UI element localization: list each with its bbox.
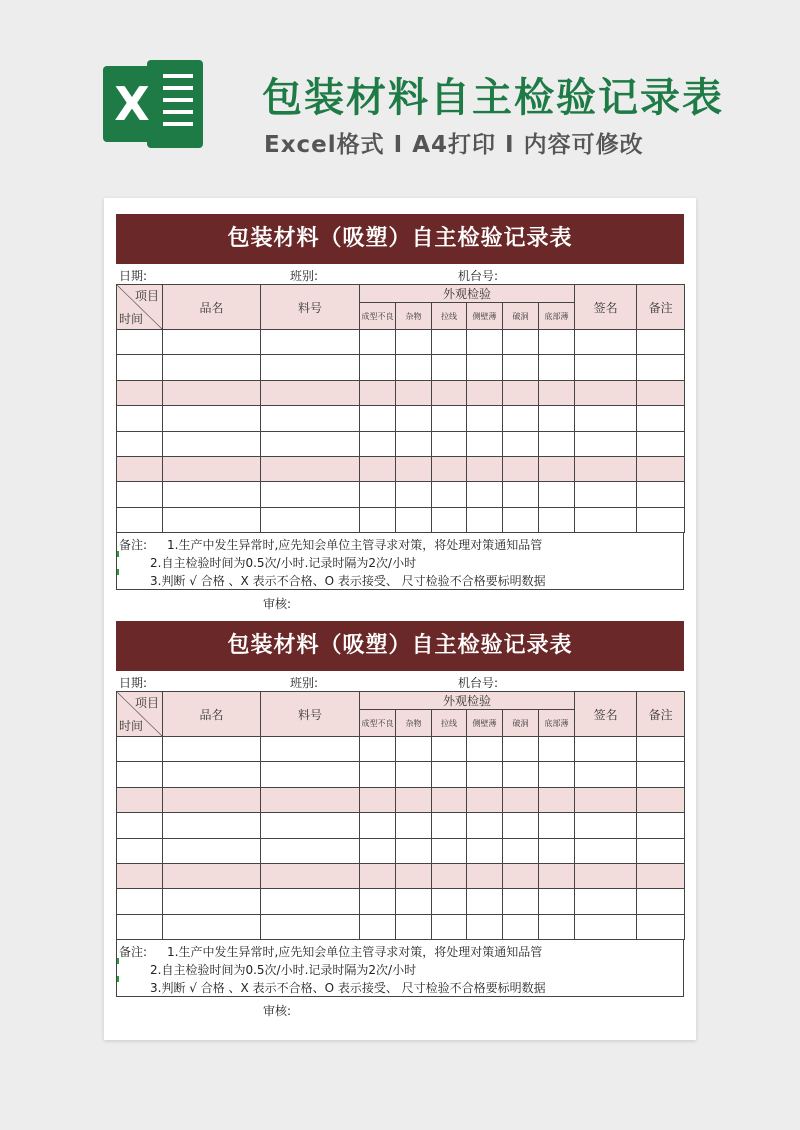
table-cell[interactable] — [637, 863, 685, 888]
table-cell[interactable] — [503, 889, 539, 914]
table-row — [117, 838, 685, 863]
table-cell[interactable] — [396, 482, 432, 507]
table-cell[interactable] — [432, 863, 467, 888]
table-cell[interactable] — [360, 889, 396, 914]
table-cell[interactable] — [360, 863, 396, 888]
table-cell[interactable] — [396, 330, 432, 355]
table-cell[interactable] — [575, 914, 637, 939]
table-cell[interactable] — [396, 355, 432, 380]
table-cell[interactable] — [163, 863, 261, 888]
table-cell[interactable] — [396, 737, 432, 762]
note-3: 3.判断 √ 合格 、X 表示不合格、O 表示接受、 尺寸检验不合格要标明数据 — [150, 574, 546, 589]
table-cell[interactable] — [575, 482, 637, 507]
table-cell[interactable] — [432, 762, 467, 787]
notes-block — [116, 533, 684, 590]
table-cell[interactable] — [163, 431, 261, 456]
table-cell[interactable] — [261, 431, 360, 456]
table-cell[interactable] — [637, 355, 685, 380]
table-cell[interactable] — [575, 507, 637, 532]
table-cell[interactable] — [117, 914, 163, 939]
col-header-name: 品名 — [163, 692, 261, 737]
table-cell[interactable] — [261, 863, 360, 888]
audit-label: 审核: — [263, 597, 292, 612]
table-cell[interactable] — [503, 762, 539, 787]
table-cell[interactable] — [467, 355, 503, 380]
col-header-sign: 签名 — [575, 692, 637, 737]
table-cell[interactable] — [432, 431, 467, 456]
table-cell[interactable] — [637, 813, 685, 838]
table-cell[interactable] — [637, 838, 685, 863]
table-cell[interactable] — [575, 889, 637, 914]
table-cell[interactable] — [360, 838, 396, 863]
table-cell[interactable] — [396, 431, 432, 456]
table-cell[interactable] — [575, 355, 637, 380]
table-cell[interactable] — [396, 813, 432, 838]
table-cell[interactable] — [637, 889, 685, 914]
table-cell[interactable] — [163, 813, 261, 838]
table-cell[interactable] — [503, 914, 539, 939]
sub-column-header: 侧壁薄 — [467, 303, 503, 330]
table-row — [117, 406, 685, 431]
green-tick-icon — [117, 551, 119, 557]
sub-column-header: 拉线 — [432, 710, 467, 737]
table-row — [117, 762, 685, 787]
table-cell[interactable] — [396, 507, 432, 532]
table-cell[interactable] — [539, 787, 575, 812]
table-cell[interactable] — [261, 737, 360, 762]
col-header-name: 品名 — [163, 285, 261, 330]
table-cell[interactable] — [117, 838, 163, 863]
table-cell[interactable] — [539, 889, 575, 914]
table-cell[interactable] — [117, 406, 163, 431]
note-1: 1.生产中发生异常时,应先知会单位主管寻求对策，将处理对策通知品管 — [167, 945, 543, 960]
table-cell[interactable] — [396, 914, 432, 939]
table-cell[interactable] — [637, 762, 685, 787]
table-cell[interactable] — [360, 482, 396, 507]
table-cell[interactable] — [503, 863, 539, 888]
table-cell[interactable] — [163, 330, 261, 355]
table-cell[interactable] — [432, 813, 467, 838]
table-cell[interactable] — [360, 380, 396, 405]
col-header-number: 料号 — [261, 285, 360, 330]
table-cell[interactable] — [539, 456, 575, 481]
table-cell[interactable] — [637, 406, 685, 431]
col-header-remark: 备注 — [637, 692, 685, 737]
inspection-table — [116, 284, 685, 533]
sub-column-header: 底部薄 — [539, 303, 575, 330]
table-cell[interactable] — [467, 838, 503, 863]
shift-label: 班别: — [290, 269, 319, 283]
table-cell[interactable] — [539, 914, 575, 939]
table-cell[interactable] — [261, 787, 360, 812]
table-row — [117, 813, 685, 838]
table-cell[interactable] — [575, 330, 637, 355]
table-cell[interactable] — [575, 737, 637, 762]
diagonal-header-cell — [117, 692, 163, 737]
col-header-sign: 签名 — [575, 285, 637, 330]
table-cell[interactable] — [637, 507, 685, 532]
table-cell[interactable] — [432, 330, 467, 355]
table-cell[interactable] — [539, 507, 575, 532]
table-row — [117, 482, 685, 507]
excel-logo-icon — [103, 60, 203, 148]
table-cell[interactable] — [503, 330, 539, 355]
table-cell[interactable] — [360, 762, 396, 787]
table-cell[interactable] — [539, 813, 575, 838]
table-row — [117, 507, 685, 532]
table-cell[interactable] — [261, 889, 360, 914]
table-cell[interactable] — [467, 406, 503, 431]
note-2: 2.自主检验时间为0.5次/小时.记录时隔为2次/小时 — [150, 556, 417, 571]
table-row — [117, 737, 685, 762]
form-meta-row — [116, 264, 684, 284]
table-cell[interactable] — [637, 431, 685, 456]
shift-label: 班别: — [290, 676, 319, 690]
table-cell[interactable] — [360, 914, 396, 939]
table-cell[interactable] — [117, 787, 163, 812]
form-banner: 包装材料（吸塑）自主检验记录表 — [116, 621, 684, 671]
table-cell[interactable] — [261, 456, 360, 481]
diag-top-label: 项目 — [134, 289, 159, 303]
table-cell[interactable] — [467, 507, 503, 532]
table-cell[interactable] — [396, 838, 432, 863]
table-cell[interactable] — [467, 813, 503, 838]
date-label: 日期: — [119, 269, 148, 283]
table-cell[interactable] — [637, 914, 685, 939]
table-cell[interactable] — [360, 507, 396, 532]
table-cell[interactable] — [467, 762, 503, 787]
table-cell[interactable] — [117, 355, 163, 380]
table-cell[interactable] — [637, 380, 685, 405]
table-cell[interactable] — [503, 406, 539, 431]
table-cell[interactable] — [163, 456, 261, 481]
inspection-form — [116, 214, 684, 614]
table-cell[interactable] — [360, 406, 396, 431]
col-header-remark: 备注 — [637, 285, 685, 330]
audit-row — [116, 590, 684, 614]
table-cell[interactable] — [163, 737, 261, 762]
logo-letter: X — [114, 77, 150, 131]
note-1: 1.生产中发生异常时,应先知会单位主管寻求对策，将处理对策通知品管 — [167, 538, 543, 553]
sub-column-header: 侧壁薄 — [467, 710, 503, 737]
diag-top-label: 项目 — [134, 696, 159, 710]
table-cell[interactable] — [503, 838, 539, 863]
table-cell[interactable] — [117, 431, 163, 456]
table-cell[interactable] — [360, 787, 396, 812]
machine-label: 机台号: — [458, 676, 499, 690]
table-cell[interactable] — [432, 507, 467, 532]
table-cell[interactable] — [117, 330, 163, 355]
table-cell[interactable] — [467, 889, 503, 914]
table-cell[interactable] — [117, 889, 163, 914]
table-cell[interactable] — [261, 813, 360, 838]
table-cell[interactable] — [432, 889, 467, 914]
table-cell[interactable] — [396, 380, 432, 405]
table-row — [117, 863, 685, 888]
table-row — [117, 330, 685, 355]
table-cell[interactable] — [117, 863, 163, 888]
table-cell[interactable] — [396, 406, 432, 431]
green-tick-icon — [117, 958, 119, 964]
table-cell[interactable] — [637, 330, 685, 355]
table-cell[interactable] — [261, 355, 360, 380]
table-cell[interactable] — [467, 380, 503, 405]
table-cell[interactable] — [432, 787, 467, 812]
table-cell[interactable] — [467, 787, 503, 812]
col-header-appearance: 外观检验 — [360, 285, 575, 303]
sub-column-header: 破洞 — [503, 303, 539, 330]
table-cell[interactable] — [396, 456, 432, 481]
table-cell[interactable] — [163, 507, 261, 532]
table-cell[interactable] — [539, 762, 575, 787]
table-cell[interactable] — [117, 813, 163, 838]
table-cell[interactable] — [539, 863, 575, 888]
note-2: 2.自主检验时间为0.5次/小时.记录时隔为2次/小时 — [150, 963, 417, 978]
table-cell[interactable] — [396, 762, 432, 787]
table-cell[interactable] — [396, 863, 432, 888]
inspection-form — [116, 621, 684, 1021]
table-row — [117, 914, 685, 939]
table-cell[interactable] — [117, 482, 163, 507]
table-cell[interactable] — [503, 787, 539, 812]
table-cell[interactable] — [503, 482, 539, 507]
table-cell[interactable] — [432, 482, 467, 507]
table-cell[interactable] — [163, 838, 261, 863]
table-cell[interactable] — [539, 330, 575, 355]
table-row — [117, 787, 685, 812]
diag-bottom-label: 时间 — [119, 312, 144, 326]
green-tick-icon — [117, 569, 119, 575]
table-cell[interactable] — [432, 914, 467, 939]
sub-column-header: 杂物 — [396, 303, 432, 330]
sub-column-header: 杂物 — [396, 710, 432, 737]
form-meta-row — [116, 671, 684, 691]
table-cell[interactable] — [432, 355, 467, 380]
sub-column-header: 破洞 — [503, 710, 539, 737]
table-cell[interactable] — [539, 737, 575, 762]
table-cell[interactable] — [575, 431, 637, 456]
table-cell[interactable] — [539, 431, 575, 456]
table-cell[interactable] — [503, 355, 539, 380]
table-cell[interactable] — [467, 456, 503, 481]
table-cell[interactable] — [503, 813, 539, 838]
table-cell[interactable] — [575, 863, 637, 888]
table-cell[interactable] — [163, 787, 261, 812]
col-header-appearance: 外观检验 — [360, 692, 575, 710]
table-row — [117, 431, 685, 456]
table-cell[interactable] — [163, 889, 261, 914]
table-cell[interactable] — [503, 431, 539, 456]
table-cell[interactable] — [163, 406, 261, 431]
table-cell[interactable] — [163, 380, 261, 405]
table-cell[interactable] — [575, 787, 637, 812]
table-cell[interactable] — [360, 737, 396, 762]
sub-column-header: 成型不良 — [360, 710, 396, 737]
table-cell[interactable] — [467, 431, 503, 456]
form-banner: 包装材料（吸塑）自主检验记录表 — [116, 214, 684, 264]
table-cell[interactable] — [396, 889, 432, 914]
table-cell[interactable] — [467, 863, 503, 888]
table-cell[interactable] — [503, 737, 539, 762]
table-cell[interactable] — [575, 813, 637, 838]
table-row — [117, 456, 685, 481]
notes-block — [116, 940, 684, 997]
table-cell[interactable] — [467, 737, 503, 762]
inspection-table — [116, 691, 685, 940]
diag-bottom-label: 时间 — [119, 719, 144, 733]
diagonal-header-cell — [117, 285, 163, 330]
table-cell[interactable] — [503, 380, 539, 405]
table-cell[interactable] — [503, 507, 539, 532]
table-cell[interactable] — [261, 406, 360, 431]
table-cell[interactable] — [575, 762, 637, 787]
table-cell[interactable] — [539, 355, 575, 380]
sub-column-header: 底部薄 — [539, 710, 575, 737]
table-cell[interactable] — [117, 762, 163, 787]
table-cell[interactable] — [261, 330, 360, 355]
table-cell[interactable] — [432, 737, 467, 762]
table-cell[interactable] — [637, 482, 685, 507]
table-cell[interactable] — [117, 380, 163, 405]
table-cell[interactable] — [539, 380, 575, 405]
table-cell[interactable] — [503, 456, 539, 481]
table-cell[interactable] — [432, 380, 467, 405]
table-cell[interactable] — [637, 456, 685, 481]
table-cell[interactable] — [575, 456, 637, 481]
note-label: 备注: — [119, 945, 148, 960]
table-cell[interactable] — [539, 838, 575, 863]
table-cell[interactable] — [163, 482, 261, 507]
table-cell[interactable] — [432, 838, 467, 863]
table-cell[interactable] — [396, 787, 432, 812]
table-cell[interactable] — [261, 762, 360, 787]
table-cell[interactable] — [163, 355, 261, 380]
table-cell[interactable] — [117, 737, 163, 762]
page-subtitle: Excel格式 I A4打印 I 内容可修改 — [264, 132, 644, 158]
table-cell[interactable] — [360, 431, 396, 456]
note-3: 3.判断 √ 合格 、X 表示不合格、O 表示接受、 尺寸检验不合格要标明数据 — [150, 981, 546, 996]
note-label: 备注: — [119, 538, 148, 553]
table-cell[interactable] — [467, 914, 503, 939]
table-cell[interactable] — [360, 456, 396, 481]
table-cell[interactable] — [539, 406, 575, 431]
green-tick-icon — [117, 976, 119, 982]
table-cell[interactable] — [360, 355, 396, 380]
table-cell[interactable] — [360, 813, 396, 838]
table-cell[interactable] — [261, 507, 360, 532]
table-row — [117, 355, 685, 380]
table-cell[interactable] — [261, 482, 360, 507]
col-header-number: 料号 — [261, 692, 360, 737]
machine-label: 机台号: — [458, 269, 499, 283]
table-cell[interactable] — [117, 507, 163, 532]
table-cell[interactable] — [432, 406, 467, 431]
table-cell[interactable] — [163, 914, 261, 939]
table-cell[interactable] — [467, 330, 503, 355]
table-cell[interactable] — [117, 456, 163, 481]
table-cell[interactable] — [637, 737, 685, 762]
table-cell[interactable] — [261, 838, 360, 863]
date-label: 日期: — [119, 676, 148, 690]
table-cell[interactable] — [575, 838, 637, 863]
table-cell[interactable] — [467, 482, 503, 507]
table-cell[interactable] — [261, 914, 360, 939]
table-cell[interactable] — [575, 380, 637, 405]
table-cell[interactable] — [637, 787, 685, 812]
audit-row — [116, 997, 684, 1021]
table-cell[interactable] — [432, 456, 467, 481]
sub-column-header: 拉线 — [432, 303, 467, 330]
table-cell[interactable] — [360, 330, 396, 355]
table-row — [117, 889, 685, 914]
page-title: 包装材料自主检验记录表 — [262, 75, 724, 121]
table-cell[interactable] — [163, 762, 261, 787]
table-cell[interactable] — [261, 380, 360, 405]
sub-column-header: 成型不良 — [360, 303, 396, 330]
audit-label: 审核: — [263, 1004, 292, 1019]
table-cell[interactable] — [539, 482, 575, 507]
table-row — [117, 380, 685, 405]
table-cell[interactable] — [575, 406, 637, 431]
